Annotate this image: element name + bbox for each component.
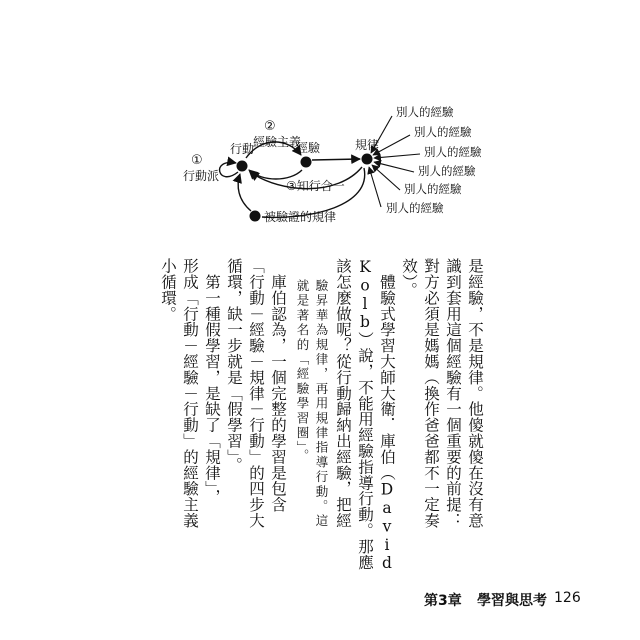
text-column-1: 是經驗，不是規律。他傻就傻在沒有意: [466, 258, 484, 529]
loop-action-self-arrow: [220, 162, 238, 176]
label-action-school: 行動派: [183, 169, 220, 183]
text-column-5: 體驗式學習大師大衛．庫伯（David: [378, 258, 396, 573]
footer-chapter-label: 第3章: [424, 593, 462, 609]
label-verified-rule: 被驗證的規律: [264, 210, 337, 224]
label-num1: ①: [191, 153, 203, 168]
text-column-14: 形成「行動－經驗－行動」的經驗主義: [181, 258, 199, 529]
text-column-13: 第一種假學習，是缺了「規律」，: [203, 258, 221, 505]
label-node-experience: 經驗: [296, 141, 321, 155]
page-number: 126: [554, 590, 581, 606]
text-column-11: 「行動－經驗－規律－行動」的四步大: [247, 258, 265, 529]
others-arrow-5: [372, 165, 400, 190]
text-column-3: 對方必須是媽媽（換作爸爸都不一定奏: [422, 258, 440, 529]
others-arrow-3: [374, 154, 420, 158]
arrow-experience-to-action: [249, 170, 302, 179]
label-num2: ②: [264, 119, 276, 134]
arrow-experience-to-rule: [312, 159, 360, 160]
text-column-10: 庫伯認為，一個完整的學習是包含: [269, 258, 287, 513]
node-experience-dot: [301, 157, 312, 168]
label-others-experience-3: 別人的經驗: [424, 145, 482, 159]
text-column-12: 循環，缺一步就是「假學習」。: [225, 258, 243, 473]
arrow-verified-to-action: [238, 174, 251, 211]
others-arrow-6: [369, 167, 381, 207]
text-column-9-quote: 就是著名的「經驗學習圈」。: [295, 279, 310, 464]
node-rule-dot: [362, 154, 373, 165]
label-others-experience-5: 別人的經驗: [404, 182, 462, 196]
label-unity-knowledge-action: ③知行合一: [286, 179, 345, 193]
node-action-dot: [237, 161, 248, 172]
label-node-rule: 規律: [355, 138, 380, 152]
text-column-7: 該怎麼做呢？從行動歸納出經驗，把經: [334, 258, 352, 529]
text-column-4: 效）。: [400, 258, 418, 298]
label-others-experience-6: 別人的經驗: [386, 201, 444, 215]
text-column-8-quote: 驗昇華為規律，再用規律指導行動。這: [314, 279, 329, 529]
footer-chapter-title: 學習與思考: [477, 593, 547, 609]
others-arrow-4: [374, 162, 414, 172]
node-verified-rule-dot: [250, 211, 261, 222]
experience-learning-cycle-diagram: [0, 0, 640, 250]
text-column-15: 小循環。: [159, 258, 177, 322]
label-node-action: 行動: [230, 142, 255, 156]
label-others-experience-2: 別人的經驗: [414, 125, 472, 139]
label-others-experience-1: 別人的經驗: [396, 105, 454, 119]
label-experience-doctrine: 經驗主義: [253, 135, 302, 149]
label-others-experience-4: 別人的經驗: [418, 164, 476, 178]
text-column-2: 識到套用這個經驗有一個重要的前提：: [444, 258, 462, 529]
text-column-6: Kolb）說，不能用經驗指導行動。那應: [356, 258, 374, 571]
